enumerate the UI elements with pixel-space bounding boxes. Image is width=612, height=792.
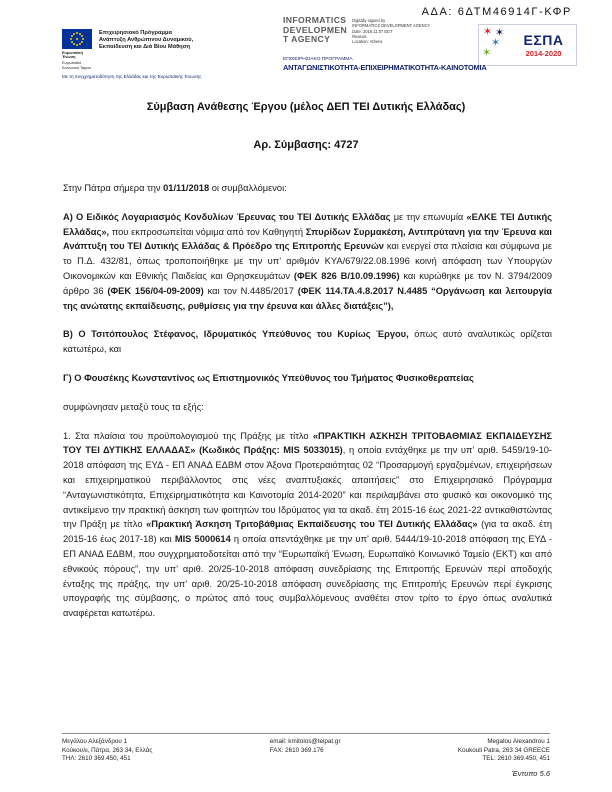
paragraph-intro: Στην Πάτρα σήμερα την 01/11/2018 οι συμβαλλόμενοι: xyxy=(63,183,287,193)
espa-logo-text: ΕΣΠΑ xyxy=(523,32,564,48)
eu-program-line: Εκπαίδευση και Διά Βίου Μάθηση xyxy=(99,44,191,50)
programme-label: ΕΠΙΧΕΙΡΗΣΙΑΚΟ ΠΡΟΓΡΑΜΜΑ xyxy=(283,57,353,62)
espa-star-swirl-icon: ✶ ✶ ✶ ✶ xyxy=(482,26,505,59)
footer-line: email: kmitolos@teipat.gr xyxy=(269,738,341,745)
signature-agency-line: INFORMATICS xyxy=(283,15,347,25)
footer-line: Megalou Alexandrou 1 xyxy=(487,738,550,745)
contract-number: Αρ. Σύμβασης: 4727 xyxy=(253,139,359,151)
page-footer xyxy=(62,733,550,764)
ada-number: ΑΔΑ: 6ΔΤΜ46914Γ-ΚΦΡ xyxy=(421,6,572,18)
footer-address-gr xyxy=(62,738,152,764)
eu-program-title xyxy=(99,29,193,70)
eu-logo-block xyxy=(62,29,220,80)
footer-line: FAX: 2610 369.176 xyxy=(269,746,324,754)
programme-name: ΑΝΤΑΓΩΝΙΣΤΙΚΟΤΗΤΑ-ΕΠΙΧΕΙΡΗΜΑΤΙΚΟΤΗΤΑ-ΚΑΙΝΟΤΟΜΙΑ xyxy=(283,63,487,72)
signature-agency-line: T AGENCY xyxy=(283,34,331,45)
cofinance-text: Με τη συγχρηματοδότηση της Ελλάδας και της Ευρωπαϊκής Ένωσης xyxy=(62,74,202,80)
paragraph-party-a: Α) Ο Ειδικός Λογαριασμός Κονδυλίων Έρευνας του ΤΕΙ Δυτικής Ελλάδας με την επωνυμία «ΕΛΚΕ ΤΕΙ Δυτικής Ελλάδας», που εκπροσωπείται νόμιμα από τον Καθηγητή Σπυρίδων Συρμακέση, Αντιπρύτανη για την Έρευνα και Ανάπτυξη του ΤΕΙ Δυτικής Ελλάδας & Πρόεδρο της Επιτροπής Ερευνών και ενεργεί στα πλαίσια και σύμφωνα με το Π.Δ. 432/81, όπως τροποποιήθηκε με την υπ’ αριθμόν ΚΥΑ/679/22.08.1996 κοινή απόφαση των Υπουργών Οικονομικών και Εθνικής Παιδείας και Θρησκευμάτων (ΦΕΚ 826 Β/10.09.1996) και κυρώθηκε με τον Ν. 3794/2009 άρθρο 36 (ΦΕΚ 156/04-09-2009) και τον Ν.4485/2017 (ΦΕΚ 114.ΤΑ.4.8.2017 Ν.4485 “Οργάνωση και λειτουργία της ανώτατης εκπαίδευσης, ρυθμίσεις για την έρευνα και άλλες διατάξεις”), xyxy=(63,211,552,311)
footer-line: TEL: 2610 369.450, 451 xyxy=(482,755,550,763)
signature-details xyxy=(352,16,430,45)
signature-detail-line: Digitally signed by xyxy=(352,18,386,23)
footer-line: Κούκουλι, Πάτρα, 263 34, Ελλάς xyxy=(62,746,153,754)
signature-agency-line: DEVELOPMEN xyxy=(283,24,348,35)
operational-programme xyxy=(283,57,575,72)
contract-body xyxy=(63,181,552,635)
footer-line: Koukouli Patra, 263 34 GREECE xyxy=(457,746,550,754)
eu-flag-icon xyxy=(62,29,92,49)
footer-line: ΤΗΛ: 2610 369.450, 451 xyxy=(62,755,131,763)
signature-detail-line: Reason: xyxy=(352,33,368,39)
eu-stars-icon xyxy=(76,38,78,40)
eu-program-line: Επιχειρησιακό Πρόγραμμα xyxy=(99,30,173,36)
digital-signature-stamp xyxy=(283,16,430,45)
paragraph-agreement: συμφώνησαν μεταξύ τους τα εξής: xyxy=(63,401,204,412)
espa-logo-years: 2014-2020 xyxy=(525,49,562,58)
footer-address-en xyxy=(458,738,550,764)
signature-agency-name xyxy=(283,16,347,45)
signature-detail-line: INFORMATICS DEVELOPMENT AGENCY xyxy=(352,23,431,29)
eu-flag-caption: Ευρωπαϊκή Ένωση xyxy=(62,50,83,60)
footer-line: Μεγάλου Αλεξάνδρου 1 xyxy=(62,738,128,745)
paragraph-party-c: Γ) Ο Φουσέκης Κωνσταντίνος ως Επιστημονικός Υπεύθυνος του Τμήματος Φυσικοθεραπείας xyxy=(63,372,474,383)
document-title: Σύμβαση Ανάθεσης Έργου (μέλος ΔΕΠ ΤΕΙ Δυτικής Ελλάδας) xyxy=(146,101,466,113)
signature-detail-line: Date: 2018.11.07 EET xyxy=(352,28,393,34)
form-number: Έντυπο 5.6 xyxy=(511,769,550,778)
signature-detail-line: Location: Athens xyxy=(352,39,383,45)
eu-program-line: Ανάπτυξη Ανθρώπινου Δυναμικού, xyxy=(99,37,194,43)
footer-contact xyxy=(270,738,341,764)
eu-flag-caption: Ευρωπαϊκό Κοινωνικό Ταμείο xyxy=(62,61,91,70)
paragraph-terms: 1. Στα πλαίσια του προϋπολογισμού της Πράξης με τίτλο «ΠΡΑΚΤΙΚΗ ΑΣΚΗΣΗ ΤΡΙΤΟΒΑΘΜΙΑΣ ΕΚΠΑΙΔΕΥΣΗΣ ΤΟΥ ΤΕΙ ΔΥΤΙΚΗΣ ΕΛΛΑΔΑΣ» (Κωδικός Πράξης: MIS 5033015), η οποία εντάχθηκε με την υπ’ αριθ. 5459/19-10-2018 απόφαση της ΕΥΔ - ΕΠ ΑΝΑΔ ΕΔΒΜ στον Άξονα Προτεραιότητας 02 “Προσαρμογή εργαζομένων, επιχειρήσεων και επιχειρηματικού περιβάλλοντος στις νέες αναπτυξιακές απαιτήσεις” στο Επιχειρησιακό Πρόγραμμα “Ανταγωνιστικότητα, Επιχειρηματικότητα και Καινοτομία 2014-2020” και περιλαμβάνει στο φυσικό και οικονομικό της αντικείμενο την πρακτική άσκηση των φοιτητών του Ιδρύματος για τα ακαδ. έτη 2015-16 έως 2021-22 αντικαθιστώντας την Πράξη με τίτλο «Πρακτική Άσκηση Τριτοβάθμιας Εκπαίδευσης του ΤΕΙ Δυτικής Ελλάδας» (για τα ακαδ. έτη 2015-16 έως 2017-18) και MIS 5000614 η οποία απεντάχθηκε με την υπ’ αριθ. 5444/19-10-2018 απόφαση της ΕΥΔ - ΕΠ ΑΝΑΔ ΕΔΒΜ, που συγχρηματοδοτείται από την “Ευρωπαϊκή Ένωση, Ευρωπαϊκό Κοινωνικό Ταμείο (ΕΚΤ) και από εθνικούς πόρους”, την υπ’ αριθ. 20/25-10-2018 απόφαση συνεδρίασης της Επιτροπής Ερευνών περί αποδοχής ένταξης της πράξης, την υπ’ αριθ. 20/25-10-2018 απόφαση συνεδρίασης της Επιτροπής Ερευνών περί έγκρισης υπογραφής της σύμβασης, ο πρώτος από τους συμβαλλόμενους αναθέτει στον τρίτο το έργο όπως αναλυτικά αναφέρεται κατωτέρω. xyxy=(63,430,553,619)
paragraph-party-b: Β) Ο Τσιτόπουλος Στέφανος, Ιδρυματικός Υπεύθυνος του Κυρίως Έργου, όπως αυτό αναλυτικώς ορίζεται κατωτέρω, και xyxy=(63,329,552,355)
